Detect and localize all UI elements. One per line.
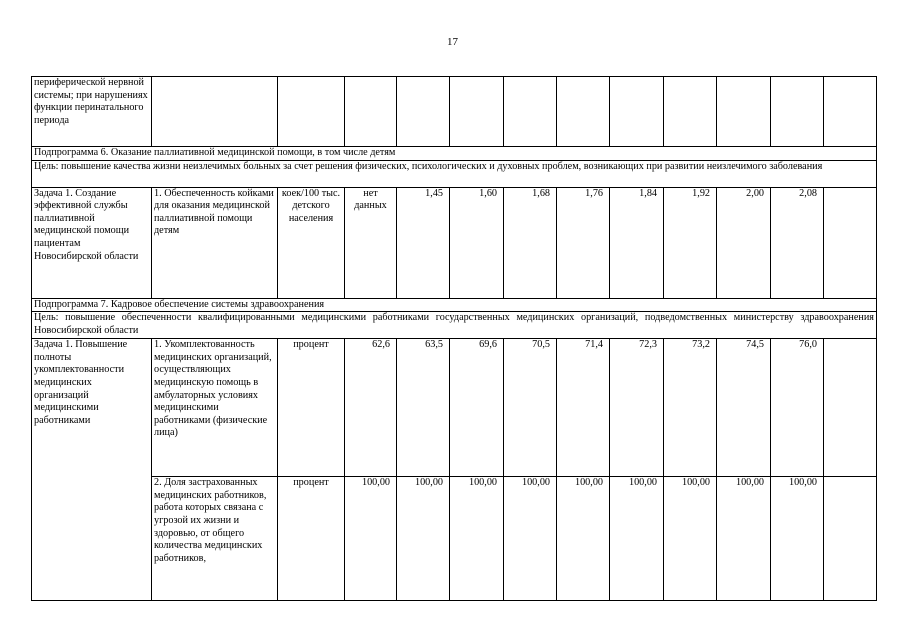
value-cell: 100,00 (504, 477, 557, 601)
subprogram-7-title: Подпрограмма 7. Кадровое обеспечение системы здравоохранения (32, 298, 877, 312)
value-cell: 1,92 (664, 187, 717, 298)
value-cell: 1,68 (504, 187, 557, 298)
table-row (32, 477, 877, 601)
value-cell (824, 187, 877, 298)
subprogram-6-goal: Цель: повышение качества жизни неизлечимых больных за счет решения физических, психологических и духовных проблем, возникающих при развитии неизлечимого заболевания (32, 160, 877, 187)
value-cell: 71,4 (557, 339, 610, 477)
value-cell: 100,00 (717, 477, 771, 601)
task-cell: Задача 1. Повышение полноты укомплектованности медицинских организаций медицинскими работниками (32, 339, 152, 601)
value-cell: 100,00 (450, 477, 504, 601)
page-number: 17 (447, 36, 458, 48)
value-cell: 1,76 (557, 187, 610, 298)
unit-cell: процент (278, 477, 345, 601)
value-cell (824, 339, 877, 477)
value-cell: 1,45 (397, 187, 450, 298)
value-cell: 73,2 (664, 339, 717, 477)
value-cell (824, 477, 877, 601)
table-row (32, 187, 877, 298)
value-cell: 2,08 (771, 187, 824, 298)
subprogram-6-title: Подпрограмма 6. Оказание паллиативной медицинской помощи, в том числе детям (32, 147, 877, 161)
value-cell: 100,00 (771, 477, 824, 601)
indicator-cell: 1. Обеспеченность койками для оказания медицинской паллиативной помощи детям (152, 187, 278, 298)
table-row (32, 77, 877, 147)
indicators-table (31, 76, 877, 601)
goal-row (32, 312, 877, 339)
value-cell: нет данных (345, 187, 397, 298)
value-cell: 100,00 (345, 477, 397, 601)
goal-row (32, 160, 877, 187)
value-cell: 100,00 (664, 477, 717, 601)
indicator-cell: 2. Доля застрахованных медицинских работников, работа которых связана с угрозой их жизни и здоровью, от общего количества медицинских работников, (152, 477, 278, 601)
value-cell: 100,00 (397, 477, 450, 601)
value-cell: 2,00 (717, 187, 771, 298)
value-cell: 1,60 (450, 187, 504, 298)
task-cell: Задача 1. Создание эффективной службы паллиативной медицинской помощи пациентам Новосибирской области (32, 187, 152, 298)
subprogram-row (32, 298, 877, 312)
value-cell: 70,5 (504, 339, 557, 477)
subprogram-7-goal: Цель: повышение обеспеченности квалифицированными медицинскими работниками государственных медицинских организаций, подведомственных министерству здравоохранения Новосибирской области (32, 312, 877, 339)
value-cell: 74,5 (717, 339, 771, 477)
value-cell: 69,6 (450, 339, 504, 477)
value-cell: 100,00 (610, 477, 664, 601)
value-cell: 63,5 (397, 339, 450, 477)
subprogram-row (32, 147, 877, 161)
value-cell: 1,84 (610, 187, 664, 298)
task-cell: периферической нервной системы; при нарушениях функции перинатального периода (32, 77, 152, 147)
table-row (32, 339, 877, 477)
unit-cell: процент (278, 339, 345, 477)
unit-cell: коек/100 тыс. детского населения (278, 187, 345, 298)
value-cell: 100,00 (557, 477, 610, 601)
indicator-cell: 1. Укомплектованность медицинских организаций, осуществляющих медицинскую помощь в амбулаторных условиях медицинскими работниками (физические лица) (152, 339, 278, 477)
value-cell: 76,0 (771, 339, 824, 477)
value-cell: 62,6 (345, 339, 397, 477)
value-cell: 72,3 (610, 339, 664, 477)
